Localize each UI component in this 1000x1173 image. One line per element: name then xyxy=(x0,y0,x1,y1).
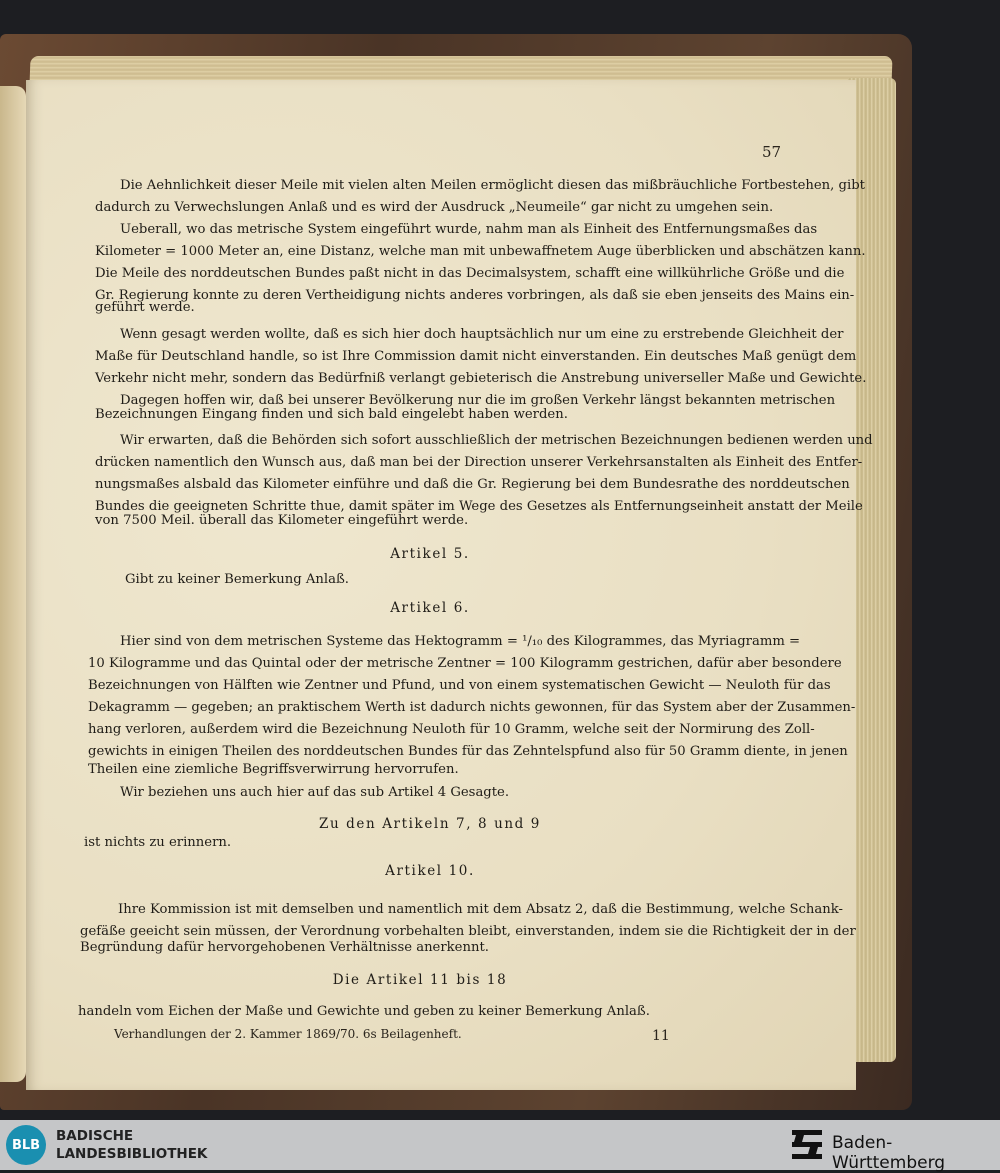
library-name-line2: LANDESBIBLIOTHEK xyxy=(56,1146,208,1162)
heading-artikel-6: Artikel 6. xyxy=(390,600,470,616)
baden-wuerttemberg-lions-icon xyxy=(790,1127,824,1163)
text-line: Bezeichnungen Eingang finden und sich bald eingelebt haben werden. xyxy=(95,407,568,422)
text-line: Die Aehnlichkeit dieser Meile mit vielen alten Meilen ermöglicht diesen das mißbräuchliche Fortbestehen, gibt xyxy=(120,178,865,193)
text-line: gefäße geeicht sein müssen, der Verordnung vorbehalten bleibt, einverstanden, indem sie die Richtigkeit der in der xyxy=(80,924,856,939)
text-line: von 7500 Meil. überall das Kilometer eingeführt werde. xyxy=(95,513,469,528)
text-line: nungsmaßes alsbald das Kilometer einführe und daß die Gr. Regierung bei dem Bundesrathe des norddeutschen xyxy=(95,477,850,492)
heading-artikel-7-8-9: Zu den Artikeln 7, 8 und 9 xyxy=(319,816,541,832)
text-line: 10 Kilogramme und das Quintal oder der metrische Zentner = 100 Kilogramm gestrichen, dafür aber besondere xyxy=(88,656,842,671)
text-line: Gibt zu keiner Bemerkung Anlaß. xyxy=(125,572,349,587)
text-line: Theilen eine ziemliche Begriffsverwirrung hervorrufen. xyxy=(88,762,459,777)
text-line: Ueberall, wo das metrische System eingeführt wurde, nahm man als Einheit des Entfernungsmaßes das xyxy=(120,222,818,237)
footer-signature-number: 11 xyxy=(652,1028,670,1044)
text-line: hang verloren, außerdem wird die Bezeichnung Neuloth für 10 Gramm, welche seit der Normirung des Zoll- xyxy=(88,722,815,737)
heading-artikel-10: Artikel 10. xyxy=(385,863,475,879)
text-line: Gr. Regierung konnte zu deren Vertheidigung nichts anderes vorbringen, als daß sie eben jenseits des Mains ein- xyxy=(95,288,855,303)
text-line: dadurch zu Verwechslungen Anlaß und es wird der Ausdruck „Neumeile“ gar nicht zu umgehen sein. xyxy=(95,200,774,215)
text-line: Maße für Deutschland handle, so ist Ihre Commission damit nicht einverstanden. Ein deutsches Maß genügt dem xyxy=(95,349,857,364)
text-line: Hier sind von dem metrischen Systeme das Hektogramm = ¹/₁₀ des Kilogrammes, das Myriagramm = xyxy=(120,634,801,649)
text-line: Verkehr nicht mehr, sondern das Bedürfniß verlangt gebieterisch die Anstrebung universeller Maße und Gewichte. xyxy=(95,371,867,386)
text-line: ist nichts zu erinnern. xyxy=(84,835,232,850)
text-line: Bezeichnungen von Hälften wie Zentner und Pfund, und von einem systematischen Gewicht — Neuloth für das xyxy=(88,678,831,693)
text-line: Wir beziehen uns auch hier auf das sub Artikel 4 Gesagte. xyxy=(120,785,510,800)
state-name[interactable]: Baden-Württemberg xyxy=(832,1133,946,1173)
heading-artikel-5: Artikel 5. xyxy=(390,546,470,562)
text-line: gewichts in einigen Theilen des norddeutschen Bundes für das Zehntelspfund also für 50 Gramm diente, in jenen xyxy=(88,744,848,759)
text-line: Dagegen hoffen wir, daß bei unserer Bevölkerung nur die im großen Verkehr längst bekannten metrischen xyxy=(120,393,836,408)
text-line: Dekagramm — gegeben; an praktischem Werth ist dadurch nichts gewonnen, für das System aber der Zusammen- xyxy=(88,700,856,715)
heading-artikel-11-18: Die Artikel 11 bis 18 xyxy=(332,972,508,988)
text-line: Bundes die geeigneten Schritte thue, damit später im Wege des Gesetzes als Entfernungseinheit anstatt der Meile xyxy=(95,499,863,514)
page-number: 57 xyxy=(762,143,782,161)
text-line: Ihre Kommission ist mit demselben und namentlich mit dem Absatz 2, daß die Bestimmung, welche Schank- xyxy=(118,902,843,917)
text-line: Wir erwarten, daß die Behörden sich sofort ausschließlich der metrischen Bezeichnungen bedienen werden und xyxy=(120,433,873,448)
text-line: Wenn gesagt werden wollte, daß es sich hier doch hauptsächlich nur um eine zu erstrebende Gleichheit der xyxy=(120,327,844,342)
text-line: Kilometer = 1000 Meter an, eine Distanz, welche man mit unbewaffnetem Auge überblicken und abschätzen kann. xyxy=(95,244,866,259)
text-line: Die Meile des norddeutschen Bundes paßt nicht in das Decimalsystem, schafft eine willkührliche Größe und die xyxy=(95,266,845,281)
library-name[interactable] xyxy=(56,1127,207,1163)
text-line: Begründung dafür hervorgehobenen Verhältnisse anerkennt. xyxy=(80,940,489,955)
text-line: handeln vom Eichen der Maße und Gewichte und geben zu keiner Bemerkung Anlaß. xyxy=(78,1004,650,1019)
left-page-edge xyxy=(0,86,26,1082)
brand-bar xyxy=(0,1120,1000,1173)
library-name-line1: BADISCHE xyxy=(56,1128,134,1144)
blb-logo-icon[interactable]: BLB xyxy=(6,1125,46,1165)
footer-source: Verhandlungen der 2. Kammer 1869/70. 6s Beilagenheft. xyxy=(114,1027,462,1041)
text-line: geführt werde. xyxy=(95,300,195,315)
text-line: drücken namentlich den Wunsch aus, daß man bei der Direction unserer Verkehrsanstalten als Einheit des Entfer- xyxy=(95,455,863,470)
